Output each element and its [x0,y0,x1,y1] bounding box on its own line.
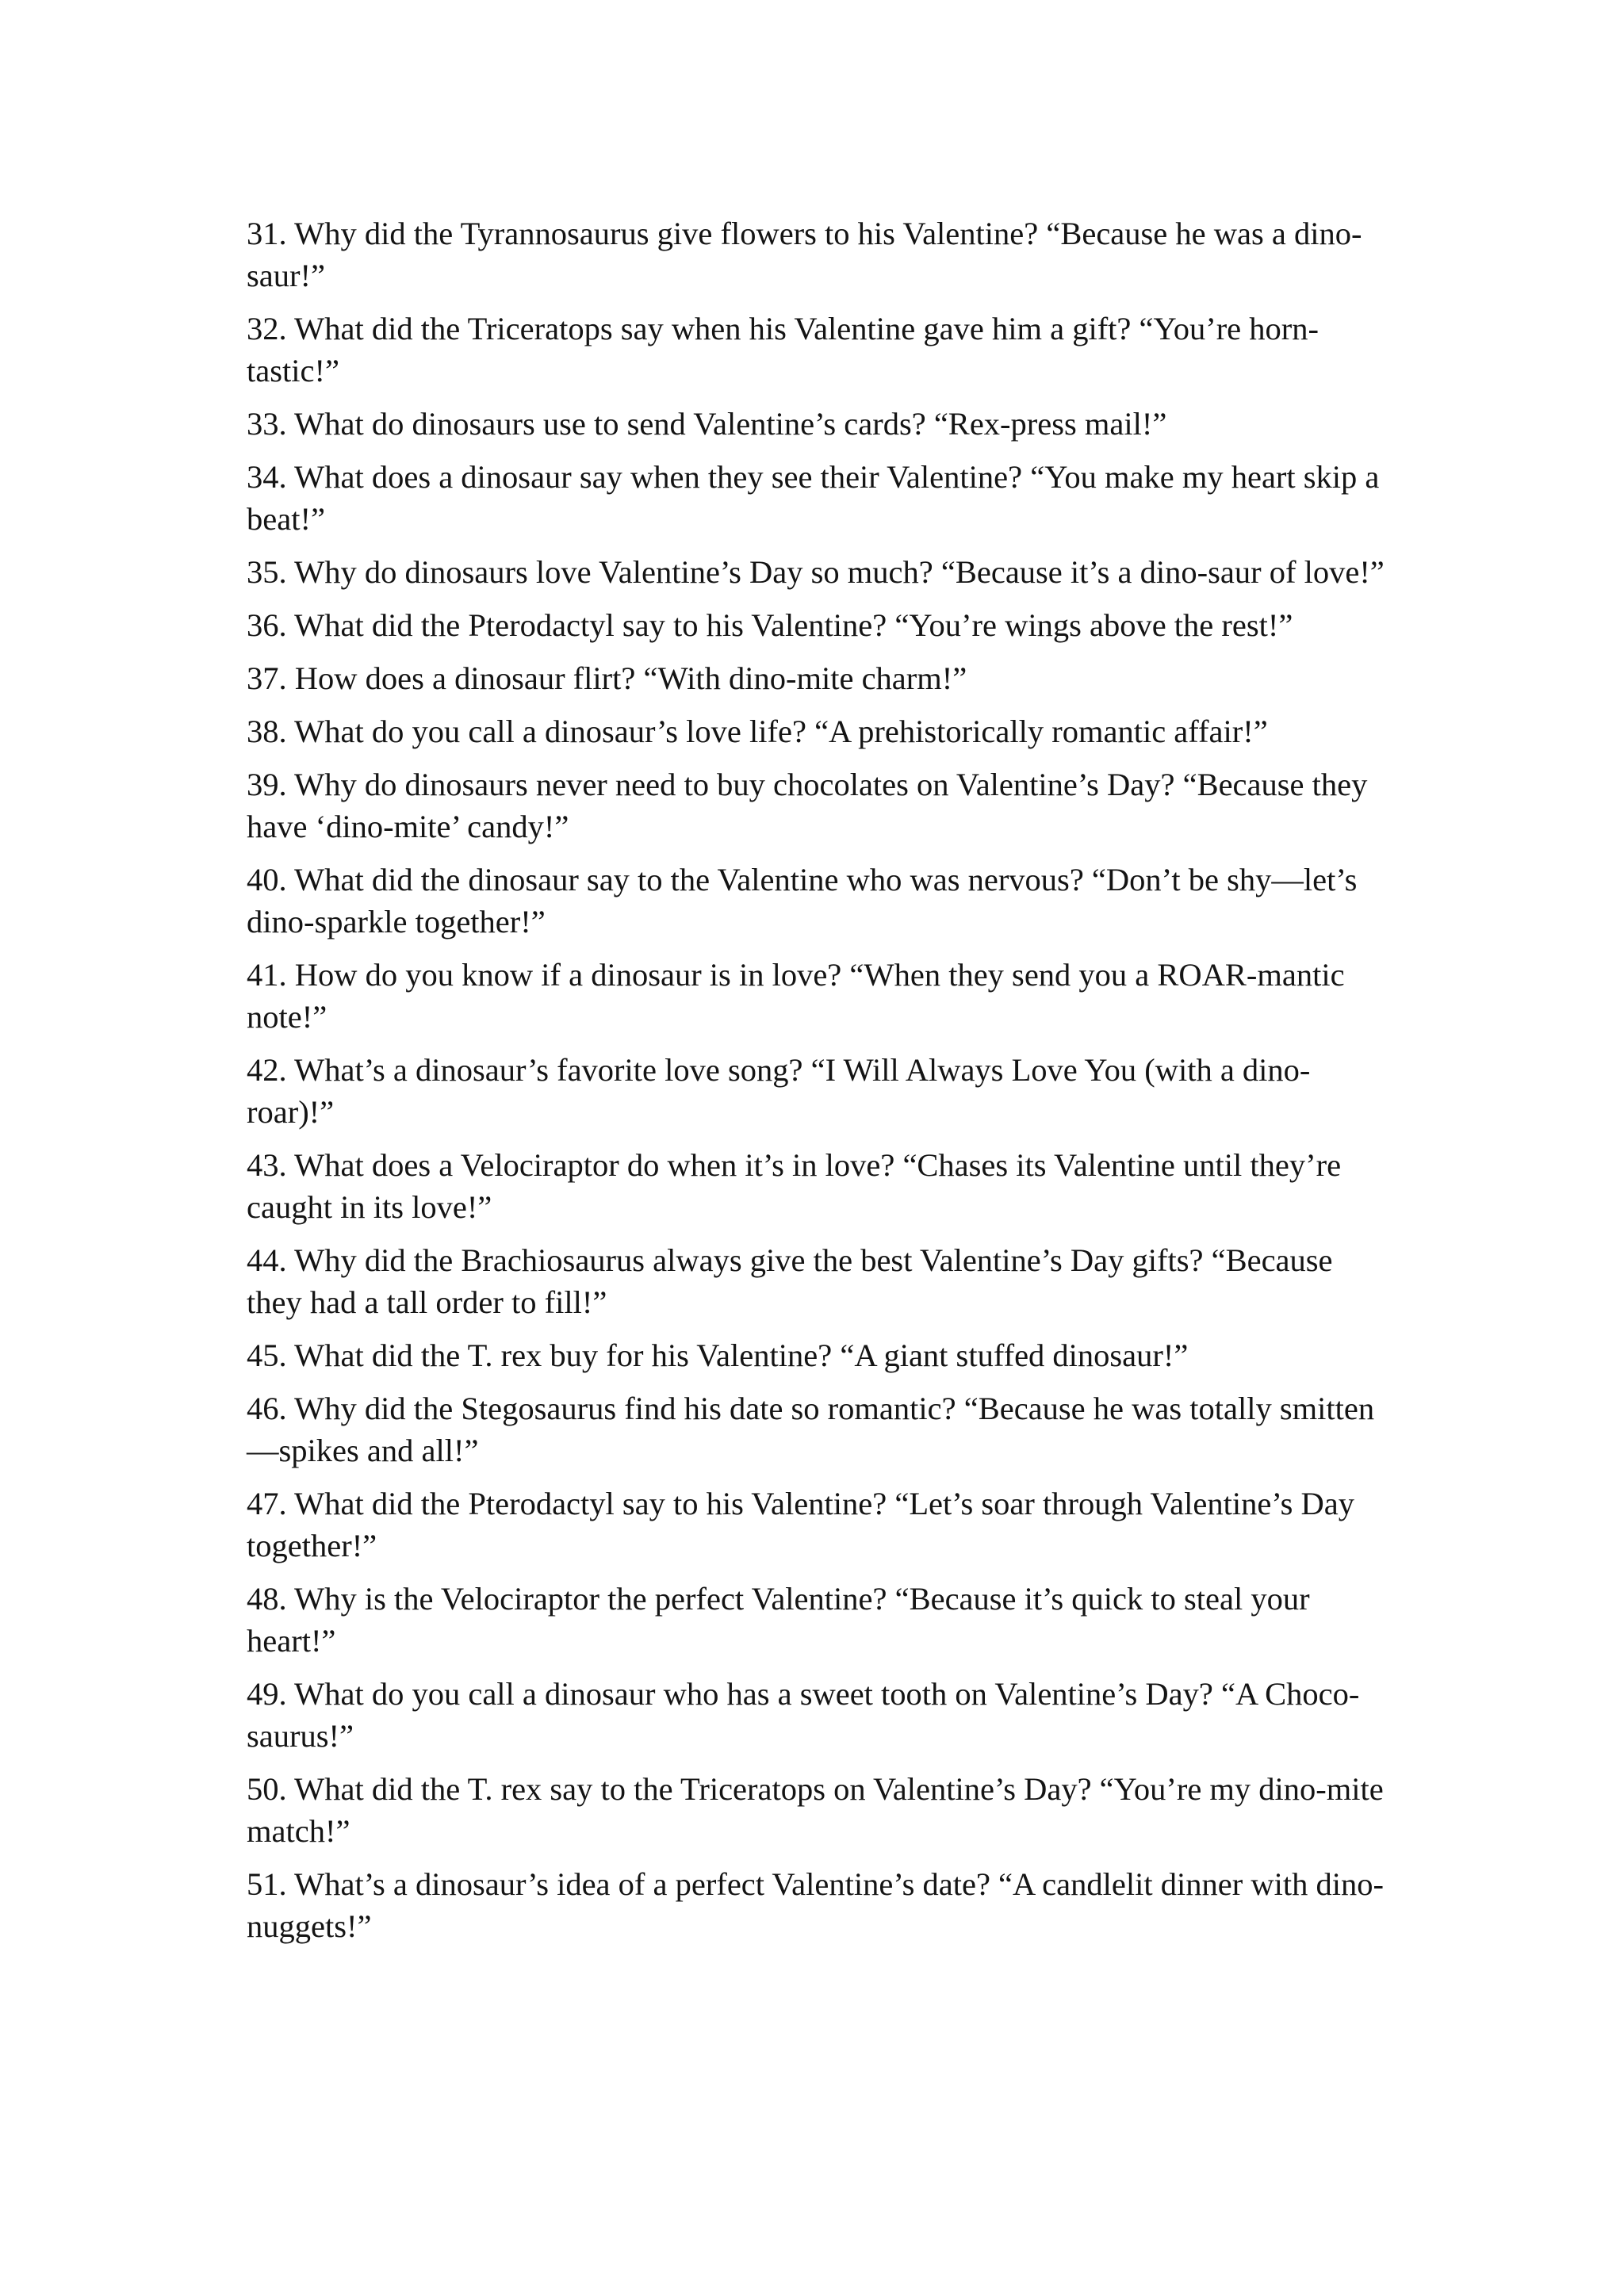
joke-41: 41. How do you know if a dinosaur is in love? “When they send you a ROAR-mantic note!” [247,957,1345,1035]
joke-51: 51. What’s a dinosaur’s idea of a perfect Valentine’s date? “A candlelit dinner with dino-nuggets!” [247,1866,1384,1944]
joke-32: 32. What did the Triceratops say when his Valentine gave him a gift? “You’re horn-tastic!” [247,311,1320,388]
joke-45: 45. What did the T. rex buy for his Valentine? “A giant stuffed dinosaur!” [247,1337,1189,1373]
joke-35: 35. Why do dinosaurs love Valentine’s Day so much? “Because it’s a dino-saur of love!” [247,554,1385,590]
joke-39: 39. Why do dinosaurs never need to buy chocolates on Valentine’s Day? “Because they have ‘dino-mite’ candy!” [247,767,1368,844]
joke-50: 50. What did the T. rex say to the Triceratops on Valentine’s Day? “You’re my dino-mite match!” [247,1771,1384,1849]
joke-40: 40. What did the dinosaur say to the Valentine who was nervous? “Don’t be shy—let’s dino-sparkle together!” [247,862,1358,939]
joke-34: 34. What does a dinosaur say when they see their Valentine? “You make my heart skip a beat!” [247,459,1380,537]
joke-31: 31. Why did the Tyrannosaurus give flowers to his Valentine? “Because he was a dino-saur!” [247,216,1362,293]
joke-48: 48. Why is the Velociraptor the perfect Valentine? “Because it’s quick to steal your heart!” [247,1581,1310,1659]
joke-list [247,212,1392,1958]
joke-36: 36. What did the Pterodactyl say to his Valentine? “You’re wings above the rest!” [247,607,1293,643]
joke-33: 33. What do dinosaurs use to send Valentine’s cards? “Rex-press mail!” [247,406,1167,442]
joke-47: 47. What did the Pterodactyl say to his Valentine? “Let’s soar through Valentine’s Day together!” [247,1486,1354,1563]
joke-44: 44. Why did the Brachiosaurus always give the best Valentine’s Day gifts? “Because they had a tall order to fill!” [247,1242,1333,1320]
joke-38: 38. What do you call a dinosaur’s love life? “A prehistorically romantic affair!” [247,714,1268,749]
joke-43: 43. What does a Velociraptor do when it’s in love? “Chases its Valentine until they’re caught in its love!” [247,1147,1342,1225]
joke-49: 49. What do you call a dinosaur who has a sweet tooth on Valentine’s Day? “A Choco-saurus!” [247,1676,1360,1754]
joke-42: 42. What’s a dinosaur’s favorite love song? “I Will Always Love You (with a dino-roar)!” [247,1052,1311,1130]
joke-37: 37. How does a dinosaur flirt? “With dino-mite charm!” [247,660,967,696]
joke-46: 46. Why did the Stegosaurus find his date so romantic? “Because he was totally smitten—spikes and all!” [247,1391,1375,1468]
